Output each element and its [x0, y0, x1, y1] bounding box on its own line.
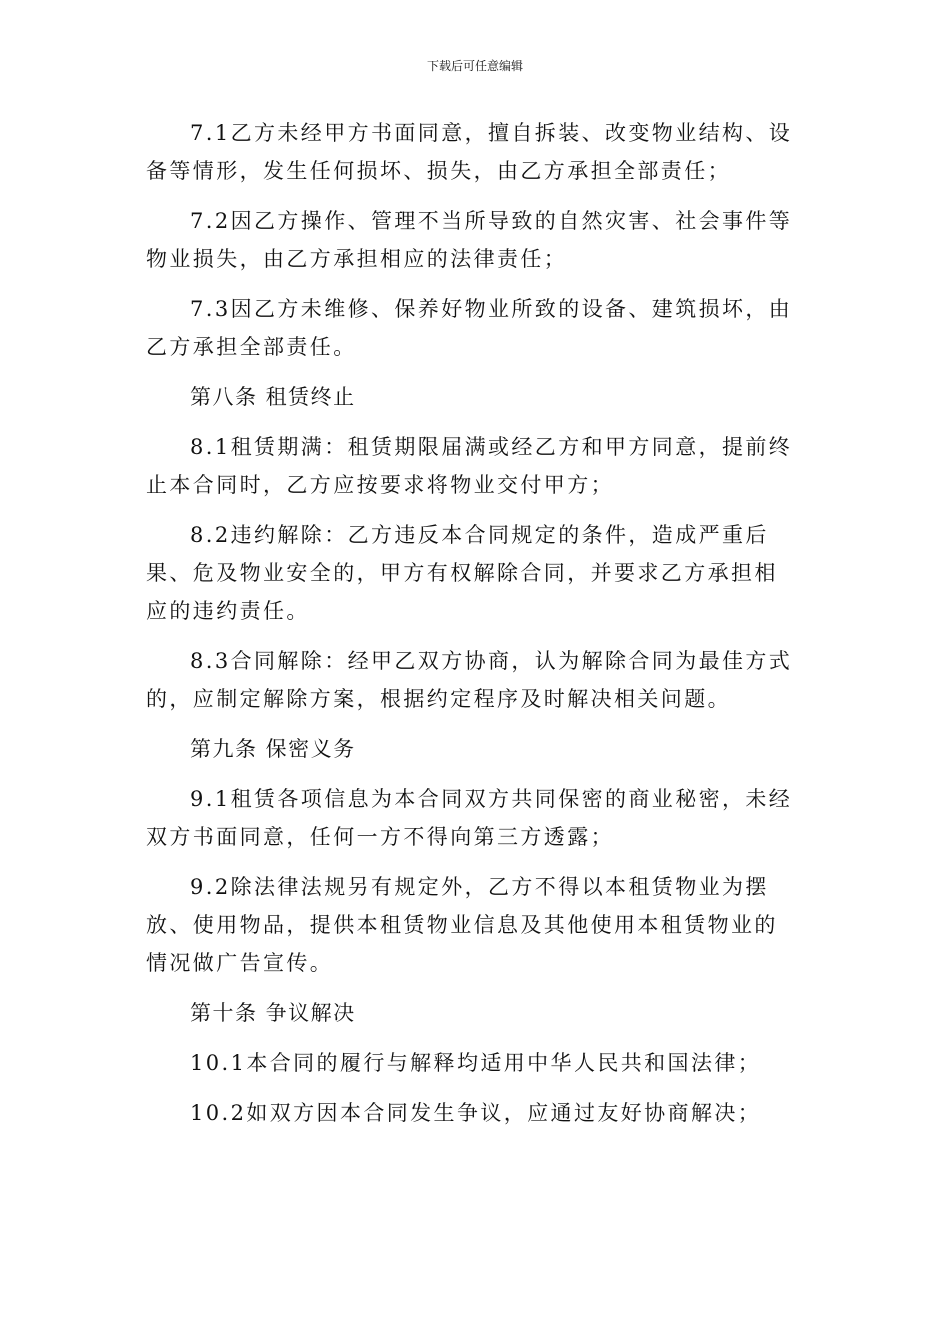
- clause-7-3: 7.3因乙方未维修、保养好物业所致的设备、建筑损坏，由乙方承担全部责任。: [146, 297, 793, 359]
- clause-8-3: 8.3合同解除：经甲乙双方协商，认为解除合同为最佳方式的，应制定解除方案，根据约定程序及时解决相关问题。: [146, 649, 793, 711]
- document-body: [146, 114, 796, 1144]
- clause-8-2: 8.2违约解除：乙方违反本合同规定的条件，造成严重后果、危及物业安全的，甲方有权解除合同，并要求乙方承担相应的违约责任。: [146, 523, 778, 623]
- clause-10-1: 10.1本合同的履行与解释均适用中华人民共和国法律；: [190, 1051, 762, 1075]
- clause-10-2: 10.2如双方因本合同发生争议，应通过友好协商解决；: [190, 1101, 762, 1125]
- page-header-note: 下载后可任意编辑: [426, 59, 523, 73]
- article-9-heading: 第九条 保密义务: [190, 737, 356, 761]
- clause-7-2: 7.2因乙方操作、管理不当所导致的自然灾害、社会事件等物业损失，由乙方承担相应的法律责任；: [146, 209, 793, 271]
- clause-8-1: 8.1租赁期满：租赁期限届满或经乙方和甲方同意，提前终止本合同时，乙方应按要求将物业交付甲方；: [146, 435, 793, 497]
- clause-7-1: 7.1乙方未经甲方书面同意，擅自拆装、改变物业结构、设备等情形，发生任何损坏、损失，由乙方承担全部责任；: [146, 121, 793, 183]
- article-8-heading: 第八条 租赁终止: [190, 385, 356, 409]
- clause-9-1: 9.1租赁各项信息为本合同双方共同保密的商业秘密，未经双方书面同意，任何一方不得向第三方透露；: [146, 787, 793, 849]
- article-10-heading: 第十条 争议解决: [190, 1001, 356, 1025]
- clause-9-2: 9.2除法律法规另有规定外，乙方不得以本租赁物业为摆放、使用物品，提供本租赁物业信息及其他使用本租赁物业的情况做广告宣传。: [146, 875, 778, 975]
